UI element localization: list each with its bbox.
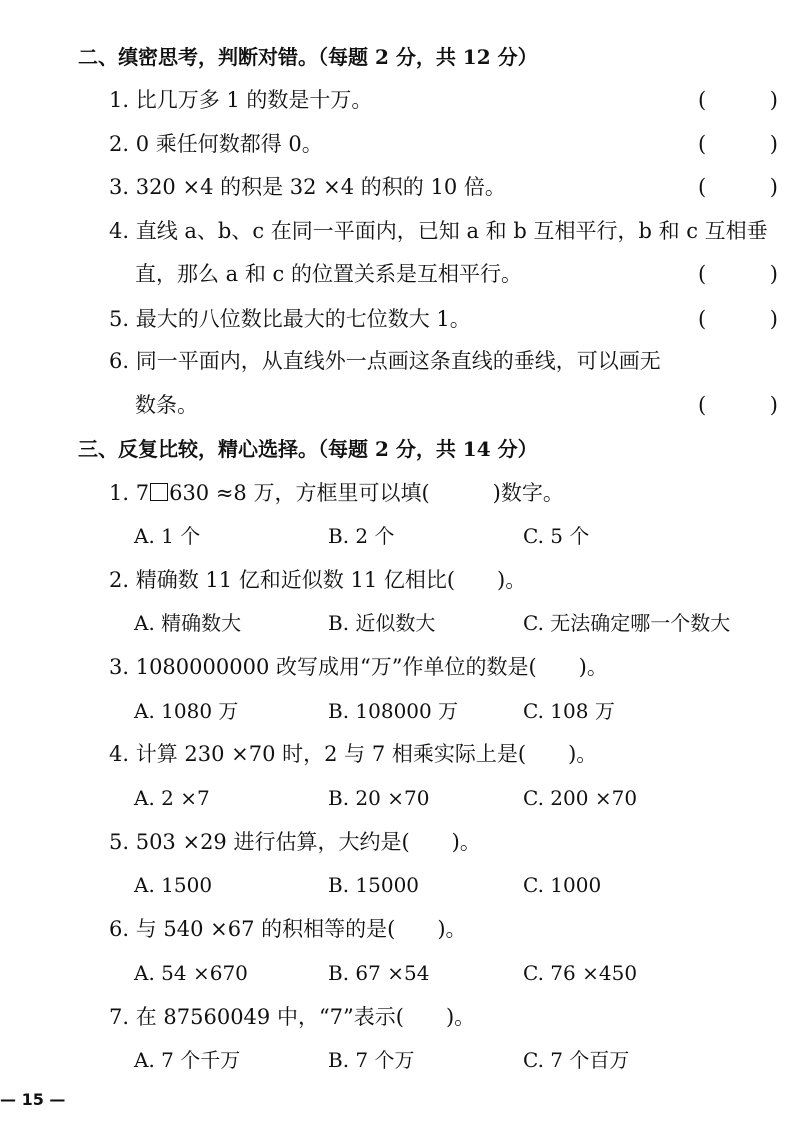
q4-option-b[interactable]: B. 20 ×70 (328, 786, 430, 810)
q5-option-b[interactable]: B. 15000 (328, 873, 420, 897)
answer-bracket-3[interactable]: ( ) (698, 175, 778, 199)
answer-bracket-1[interactable]: ( ) (698, 88, 778, 112)
q4-option-c[interactable]: C. 200 ×70 (523, 786, 638, 810)
q6-option-c[interactable]: C. 76 ×450 (523, 961, 638, 985)
judge-item-6-line2: 数条。 (135, 393, 198, 417)
q7-option-a[interactable]: A. 7 个千万 (134, 1048, 241, 1072)
section-3-title: 三、反复比较，精心选择。（每题 2 分，共 14 分） (78, 437, 538, 461)
q2-option-a[interactable]: A. 精确数大 (134, 611, 242, 635)
q6-option-a[interactable]: A. 54 ×670 (134, 961, 248, 985)
choice-question-3: 3. 1080000000 改写成用“万”作单位的数是( )。 (109, 655, 608, 679)
choice-question-5: 5. 503 ×29 进行估算，大约是( )。 (109, 830, 481, 854)
choice-question-6: 6. 与 540 ×67 的积相等的是( )。 (109, 917, 467, 941)
judge-item-4-line1: 4. 直线 a、b、c 在同一平面内，已知 a 和 b 互相平行，b 和 c 互相垂 (109, 219, 768, 243)
q5-option-a[interactable]: A. 1500 (134, 873, 213, 897)
q2-option-b[interactable]: B. 近似数大 (328, 611, 436, 635)
judge-item-3: 3. 320 ×4 的积是 32 ×4 的积的 10 倍。 (109, 175, 506, 199)
answer-bracket-2[interactable]: ( ) (698, 132, 778, 156)
judge-item-2: 2. 0 乘任何数都得 0。 (109, 132, 323, 156)
q4-option-a[interactable]: A. 2 ×7 (134, 786, 210, 810)
answer-bracket-6[interactable]: ( ) (698, 393, 778, 417)
judge-item-1: 1. 比几万多 1 的数是十万。 (109, 88, 373, 112)
answer-bracket-4[interactable]: ( ) (698, 262, 778, 286)
q3-option-b[interactable]: B. 108000 万 (328, 699, 459, 723)
judge-item-5: 5. 最大的八位数比最大的七位数大 1。 (109, 307, 471, 331)
q1-option-b[interactable]: B. 2 个 (328, 524, 395, 548)
q7-option-b[interactable]: B. 7 个万 (328, 1048, 415, 1072)
q3-option-a[interactable]: A. 1080 万 (134, 699, 239, 723)
judge-item-6-line1: 6. 同一平面内，从直线外一点画这条直线的垂线，可以画无 (109, 349, 661, 373)
q1-option-a[interactable]: A. 1 个 (134, 524, 201, 548)
q7-option-c[interactable]: C. 7 个百万 (523, 1048, 630, 1072)
blank-box[interactable] (150, 483, 168, 501)
choice-question-4: 4. 计算 230 ×70 时，2 与 7 相乘实际上是( )。 (109, 742, 598, 766)
q2-option-c[interactable]: C. 无法确定哪一个数大 (523, 611, 731, 635)
q3-option-c[interactable]: C. 108 万 (523, 699, 615, 723)
q1-option-c[interactable]: C. 5 个 (523, 524, 590, 548)
q5-option-c[interactable]: C. 1000 (523, 873, 602, 897)
choice-question-2: 2. 精确数 11 亿和近似数 11 亿相比( )。 (109, 568, 527, 592)
page-number: — 15 — (0, 1090, 66, 1109)
choice-question-1: 1. 7 630 ≈8 万，方框里可以填( )数字。 (109, 481, 564, 505)
choice-question-7: 7. 在 87560049 中，“7”表示( )。 (109, 1005, 476, 1029)
q6-option-b[interactable]: B. 67 ×54 (328, 961, 430, 985)
judge-item-4-line2: 直，那么 a 和 c 的位置关系是互相平行。 (135, 262, 522, 286)
answer-bracket-5[interactable]: ( ) (698, 307, 778, 331)
section-2-title: 二、缜密思考，判断对错。（每题 2 分，共 12 分） (78, 45, 538, 69)
